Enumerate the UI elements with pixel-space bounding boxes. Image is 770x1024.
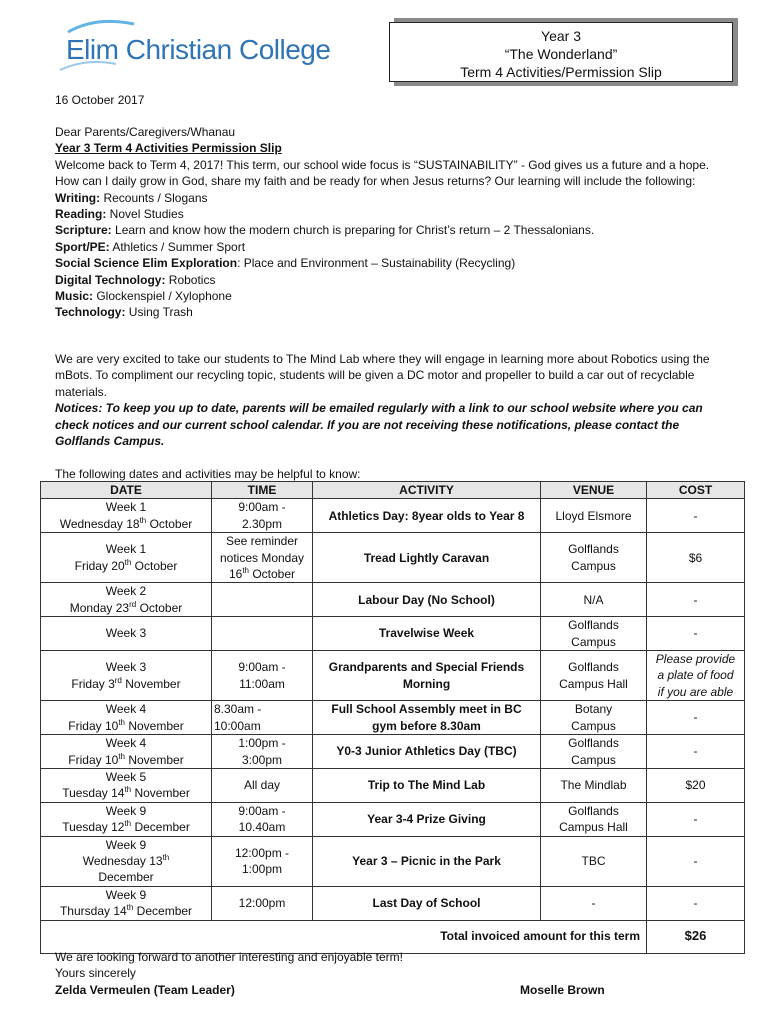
mindlab-section [55, 351, 735, 449]
cell-cost: $6 [647, 533, 745, 583]
table-row [41, 802, 745, 836]
cell-activity: Year 3 – Picnic in the Park [313, 836, 541, 886]
cell-date: Week 1 Wednesday 18th October [41, 499, 212, 533]
title-line-2: “The Wonderland” [504, 46, 618, 62]
cell-cost: - [647, 802, 745, 836]
cell-activity: Grandparents and Special Friends Morning [313, 651, 541, 701]
subject-writing: Writing: Recounts / Slogans [55, 190, 208, 205]
cell-activity: Athletics Day: 8year olds to Year 8 [313, 499, 541, 533]
cell-venue: Golflands Campus [541, 735, 647, 769]
cell-time [212, 617, 313, 651]
cell-activity: Full School Assembly meet in BC gym before 8.30am [313, 701, 541, 735]
subject-sport: Sport/PE: Athletics / Summer Sport [55, 239, 246, 254]
signatures [55, 983, 615, 997]
cell-time [212, 583, 313, 617]
cell-date: Week 5 Tuesday 14th November [41, 768, 212, 802]
cell-cost: - [647, 617, 745, 651]
cell-activity: Last Day of School [313, 886, 541, 920]
cell-time: 1:00pm - 3:00pm [212, 735, 313, 769]
college-logo [56, 18, 336, 74]
table-row [41, 701, 745, 735]
subject-music: Music: Glockenspiel / Xylophone [55, 289, 232, 304]
signer-team-leader: Zelda Vermeulen (Team Leader) [55, 983, 235, 997]
subject-reading: Reading: Novel Studies [55, 207, 184, 222]
cell-activity: Labour Day (No School) [313, 583, 541, 617]
header-venue: VENUE [541, 482, 647, 499]
table-row [41, 499, 745, 533]
total-label: Total invoiced amount for this term [41, 920, 647, 953]
header-time: TIME [212, 482, 313, 499]
cell-date: Week 3 [41, 617, 212, 651]
cell-cost: - [647, 735, 745, 769]
sign-off: Yours sincerely [55, 966, 136, 981]
cell-venue: Golflands Campus [541, 533, 647, 583]
cell-cost: $20 [647, 768, 745, 802]
table-header-row [41, 482, 745, 499]
cell-time: 9:00am - 10.40am [212, 802, 313, 836]
cell-venue: Lloyd Elsmore [541, 499, 647, 533]
mindlab-paragraph: We are very excited to take our students to The Mind Lab where they will engage in learning more about Robotics using the mBots. To compliment our recycling topic, students will be given a DC motor and propeller to build a car out of recyclable materials. [55, 352, 710, 399]
logo-text: Elim Christian College [66, 34, 331, 65]
cell-venue: The Mindlab [541, 768, 647, 802]
cell-activity: Tread Lightly Caravan [313, 533, 541, 583]
cell-time: 12:00pm [212, 886, 313, 920]
cell-date: Week 9 Thursday 14th December [41, 886, 212, 920]
cell-cost: - [647, 499, 745, 533]
letter-subject: Year 3 Term 4 Activities Permission Slip [55, 141, 282, 156]
table-intro: The following dates and activities may be helpful to know: [55, 467, 361, 481]
total-value: $26 [647, 920, 745, 953]
notices-paragraph: Notices: To keep you up to date, parents will be emailed regularly with a link to our school website where you can check notices and our current school calendar. If you are not receiving these notifications, please contact the Golflands Campus. [55, 401, 703, 449]
salutation: Dear Parents/Caregivers/Whanau [55, 125, 236, 139]
cell-cost: - [647, 701, 745, 735]
table-row [41, 768, 745, 802]
closing [55, 949, 735, 982]
cell-venue: TBC [541, 836, 647, 886]
cell-date: Week 3 Friday 3rd November [41, 651, 212, 701]
header-date: DATE [41, 482, 212, 499]
cell-time: 9:00am - 2.30pm [212, 499, 313, 533]
header-cost: COST [647, 482, 745, 499]
cell-activity: Trip to The Mind Lab [313, 768, 541, 802]
cell-time: 8.30am - 10:00am [212, 701, 313, 735]
cell-venue: Botany Campus [541, 701, 647, 735]
table-row [41, 886, 745, 920]
header-activity: ACTIVITY [313, 482, 541, 499]
cell-date: Week 9 Tuesday 12th December [41, 802, 212, 836]
letter-body [55, 124, 735, 321]
subject-social-science: Social Science Elim Exploration: Place and Environment – Sustainability (Recycling) [55, 256, 516, 271]
table-row [41, 651, 745, 701]
cell-time: 12:00pm - 1:00pm [212, 836, 313, 886]
cell-venue: Golflands Campus [541, 617, 647, 651]
cell-venue: N/A [541, 583, 647, 617]
cell-time: 9:00am - 11:00am [212, 651, 313, 701]
cell-cost: - [647, 886, 745, 920]
cell-activity: Year 3-4 Prize Giving [313, 802, 541, 836]
cell-date: Week 9 Wednesday 13th December [41, 836, 212, 886]
cell-date: Week 4 Friday 10th November [41, 701, 212, 735]
cell-date: Week 1 Friday 20th October [41, 533, 212, 583]
table-row [41, 735, 745, 769]
cell-cost: - [647, 836, 745, 886]
cell-time: See reminder notices Monday 16th October [212, 533, 313, 583]
cell-activity: Travelwise Week [313, 617, 541, 651]
cell-cost: - [647, 583, 745, 617]
intro-paragraph: Welcome back to Term 4, 2017! This term, our school wide focus is “SUSTAINABILITY” - God gives us a future and a hope. How can I daily grow in God, share my faith and be ready for when Jesus returns? Our learning will include the following: [55, 157, 710, 189]
title-box [389, 22, 733, 82]
cell-date: Week 4 Friday 10th November [41, 735, 212, 769]
cell-venue: - [541, 886, 647, 920]
table-row [41, 533, 745, 583]
subject-digital-tech: Digital Technology: Robotics [55, 272, 216, 287]
activities-table [40, 481, 745, 954]
subject-scripture: Scripture: Learn and know how the modern church is preparing for Christ’s return – 2 Thessalonians. [55, 223, 595, 238]
subject-technology: Technology: Using Trash [55, 305, 193, 320]
cell-date: Week 2 Monday 23rd October [41, 583, 212, 617]
cell-venue: Golflands Campus Hall [541, 802, 647, 836]
cell-venue: Golflands Campus Hall [541, 651, 647, 701]
cell-time: All day [212, 768, 313, 802]
closing-line: We are looking forward to another interesting and enjoyable term! [55, 950, 403, 964]
table-row [41, 583, 745, 617]
title-line-3: Term 4 Activities/Permission Slip [460, 64, 662, 80]
table-row [41, 617, 745, 651]
table-row [41, 836, 745, 886]
cell-activity: Y0-3 Junior Athletics Day (TBC) [313, 735, 541, 769]
letter-date: 16 October 2017 [55, 93, 145, 107]
signer-teacher: Moselle Brown [520, 983, 605, 997]
cell-cost: Please provide a plate of food if you are able [647, 651, 745, 701]
title-line-1: Year 3 [541, 28, 581, 44]
